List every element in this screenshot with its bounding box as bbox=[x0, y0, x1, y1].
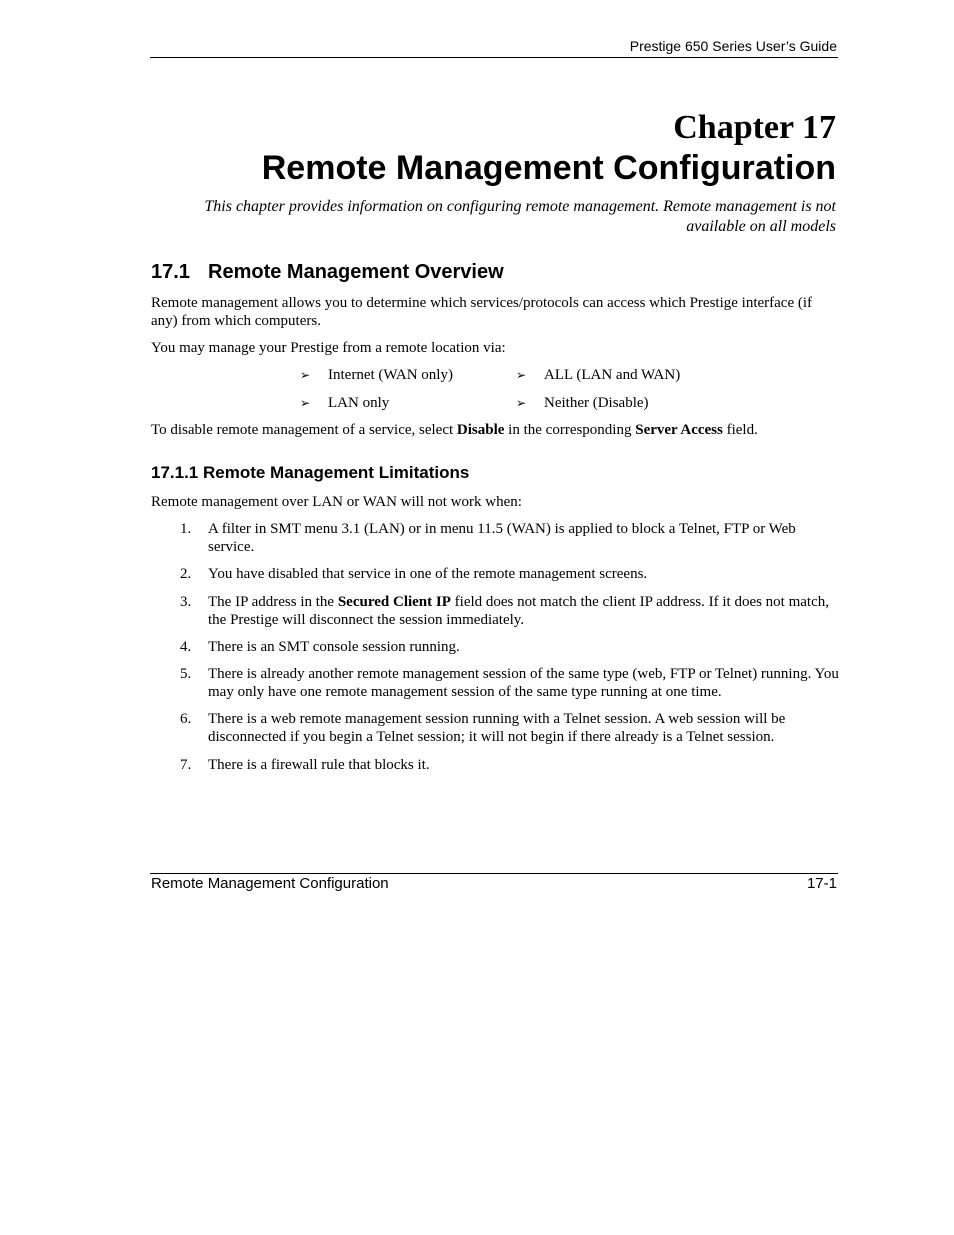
option-all-lan-wan: ➢ ALL (LAN and WAN) bbox=[516, 367, 681, 383]
disable-instruction-paragraph: To disable remote management of a service, select Disable in the corresponding Server Access field. bbox=[151, 422, 758, 438]
chapter-abstract bbox=[150, 197, 836, 237]
option-neither-disable: ➢ Neither (Disable) bbox=[516, 395, 649, 411]
footer-rule bbox=[150, 873, 838, 874]
arrow-bullet-icon: ➢ bbox=[516, 368, 527, 382]
chapter-title: Remote Management Configuration bbox=[261, 149, 836, 187]
arrow-bullet-icon: ➢ bbox=[300, 396, 311, 410]
overview-paragraph: Remote management allows you to determine which services/protocols can access which Prestige interface (if any) from which computers. bbox=[151, 295, 813, 329]
section-number: 17.1 bbox=[151, 261, 190, 283]
list-item: 2. You have disabled that service in one of the remote management screens. bbox=[180, 566, 648, 582]
chapter-number: Chapter 17 bbox=[673, 109, 836, 146]
list-item: 3. The IP address in the Secured Client IP field does not match the client IP address. If it does not match, the Prestige will disconnect the session immediately. bbox=[180, 594, 830, 628]
manage-via-paragraph: You may manage your Prestige from a remote location via: bbox=[151, 340, 506, 356]
page-number: 17-1 bbox=[806, 875, 837, 892]
server-access-term: Server Access bbox=[635, 422, 723, 438]
list-item: 7. There is a firewall rule that blocks it. bbox=[180, 757, 430, 773]
list-item: 5. There is already another remote management session of the same type (web, FTP or Telnet) running. You may only have one remote management session of the same type running at one time. bbox=[180, 666, 839, 700]
abstract-line-1: This chapter provides information on configuring remote management. Remote management is not bbox=[204, 198, 836, 215]
list-item: 6. There is a web remote management session running with a Telnet session. A web session will be disconnected if you begin a Telnet session; it will not begin if there already is a Telnet session. bbox=[180, 711, 786, 745]
list-item: 1. A filter in SMT menu 3.1 (LAN) or in menu 11.5 (WAN) is applied to block a Telnet, FTP or Web service. bbox=[180, 521, 796, 555]
limitations-intro: Remote management over LAN or WAN will not work when: bbox=[151, 494, 522, 510]
list-item: 4. There is an SMT console session running. bbox=[180, 639, 460, 655]
abstract-line-2: available on all models bbox=[686, 218, 836, 235]
arrow-bullet-icon: ➢ bbox=[516, 396, 527, 410]
header-rule bbox=[150, 57, 838, 58]
disable-term: Disable bbox=[456, 422, 505, 438]
section-title: Remote Management Overview bbox=[208, 261, 504, 283]
option-lan-only: ➢ LAN only bbox=[300, 395, 390, 411]
option-internet-wan: ➢ Internet (WAN only) bbox=[300, 367, 453, 383]
section-heading-17-1-1: 17.1.1 Remote Management Limitations bbox=[151, 463, 470, 482]
section-heading-17-1 bbox=[151, 259, 504, 285]
secured-client-ip-term: Secured Client IP bbox=[337, 594, 451, 610]
footer-chapter-title: Remote Management Configuration bbox=[151, 875, 389, 892]
running-header: Prestige 650 Series User’s Guide bbox=[629, 38, 837, 54]
arrow-bullet-icon: ➢ bbox=[300, 368, 311, 382]
